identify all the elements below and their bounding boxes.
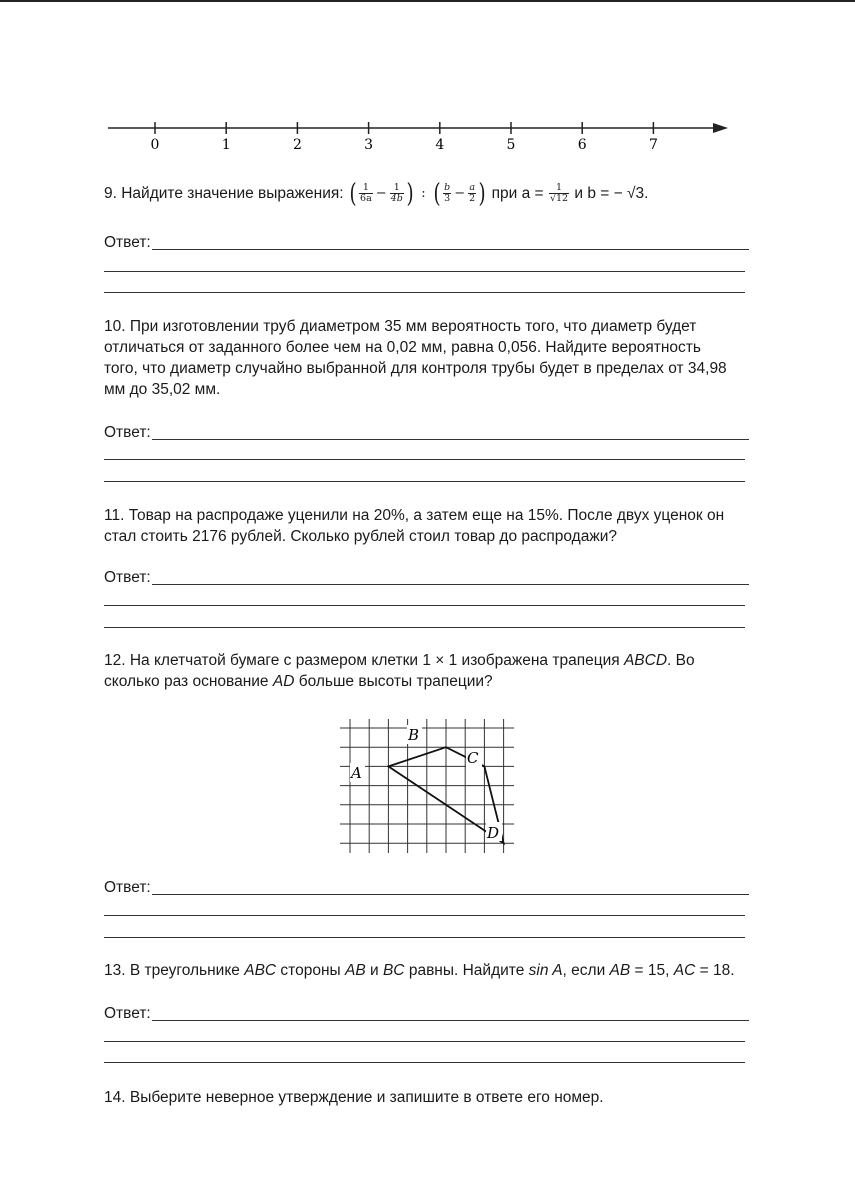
q9-when: при a =: [491, 185, 544, 202]
number-line: [100, 115, 750, 160]
answer-label: Ответ:: [104, 234, 151, 251]
close-paren: ): [406, 178, 414, 209]
q10-answer-line-3[interactable]: [104, 481, 745, 482]
close-paren-2: ): [478, 178, 486, 209]
open-paren: (: [349, 178, 357, 209]
q12-line-1: 12. На клетчатой бумаге с размером клетки 1 × 1 изображена трапеция ABCD. Во: [104, 652, 695, 669]
q9-answer-line-2[interactable]: [104, 271, 745, 272]
q10-line-1: 10. При изготовлении труб диаметром 35 мм вероятность того, что диаметр будет: [104, 318, 697, 335]
colon-sign: :: [421, 186, 426, 202]
q14-text: [104, 1087, 754, 1108]
fraction-1-4b: $\frac{1}{4b}$: [390, 182, 403, 205]
q10-text: [104, 316, 754, 400]
fraction-a-value: $\frac{1}{√12}$: [549, 182, 569, 205]
q11-line-1: 11. Товар на распродаже уценили на 20%, а затем еще на 15%. После двух уценок он: [104, 507, 725, 524]
q11-answer-line-2[interactable]: [104, 605, 745, 606]
q11-answer-field[interactable]: [104, 567, 749, 587]
answer-label: Ответ:: [104, 569, 151, 586]
q9-answer-line-3[interactable]: [104, 292, 745, 293]
top-border: [0, 0, 855, 2]
minus-sign-2: −: [454, 186, 466, 202]
fraction-1-6a: $\frac{1}{6a}$: [360, 182, 372, 205]
q10-line-2: отличаться от заданного более чем на 0,02 мм, равна 0,056. Найдите вероятность: [104, 339, 701, 356]
q13-answer-field[interactable]: [104, 1003, 749, 1023]
number-line-tick-label: 1: [221, 137, 231, 153]
number-line-tick-label: 7: [648, 137, 658, 153]
answer-label: Ответ:: [104, 879, 151, 896]
q11-answer-line-3[interactable]: [104, 627, 745, 628]
vertex-label-a: A: [351, 764, 362, 782]
q9-text: [104, 178, 649, 209]
q11-text: [104, 505, 754, 547]
q9-answer-field[interactable]: [104, 232, 749, 252]
number-line-tick-label: 5: [506, 137, 516, 153]
q10-line-3: того, что диаметр случайно выбранной для контроля трубы будет в пределах от 34,98: [104, 360, 727, 377]
number-line-tick-label: 6: [577, 137, 587, 153]
number-line-arrow: [713, 123, 728, 133]
number-line-tick-label: 2: [292, 137, 302, 153]
q12-line-2: сколько раз основание AD больше высоты трапеции?: [104, 673, 493, 690]
q12-answer-line-2[interactable]: [104, 915, 745, 916]
q13-text: 13. В треугольнике ABC стороны AB и BC равны. Найдите sin A, если AB = 15, AC = 18.: [104, 962, 735, 979]
minus-sign: −: [375, 186, 387, 202]
q13-answer-line-3[interactable]: [104, 1062, 745, 1063]
q12-answer-line-3[interactable]: [104, 937, 745, 938]
q10-answer-field[interactable]: [104, 422, 749, 442]
q9-b-value: и b = − √3.: [574, 185, 649, 202]
number-line-ticks: [151, 122, 658, 153]
q10-answer-line-2[interactable]: [104, 459, 745, 460]
q9-prefix: 9. Найдите значение выражения:: [104, 185, 344, 202]
answer-label: Ответ:: [104, 1005, 151, 1022]
q12-answer-field[interactable]: [104, 877, 749, 897]
trapezoid-grid-figure: [336, 715, 518, 857]
vertex-label-c: C: [467, 749, 479, 767]
fraction-b-3: $\frac{b}{3}$: [444, 182, 451, 205]
q13-answer-line-2[interactable]: [104, 1041, 745, 1042]
number-line-tick-label: 3: [364, 137, 374, 153]
vertex-label-b: B: [408, 726, 420, 744]
q10-line-4: мм до 35,02 мм.: [104, 381, 221, 398]
number-line-tick-label: 0: [150, 137, 160, 153]
q12-text: [104, 650, 754, 692]
answer-label: Ответ:: [104, 424, 151, 441]
number-line-tick-label: 4: [435, 137, 445, 153]
q14-line-1: 14. Выберите неверное утверждение и запишите в ответе его номер.: [104, 1089, 604, 1106]
open-paren-2: (: [433, 178, 441, 209]
vertex-label-d: D: [487, 824, 500, 842]
fraction-a-2: $\frac{a}{2}$: [469, 182, 476, 205]
q11-line-2: стал стоить 2176 рублей. Сколько рублей стоил товар до распродажи?: [104, 528, 617, 545]
